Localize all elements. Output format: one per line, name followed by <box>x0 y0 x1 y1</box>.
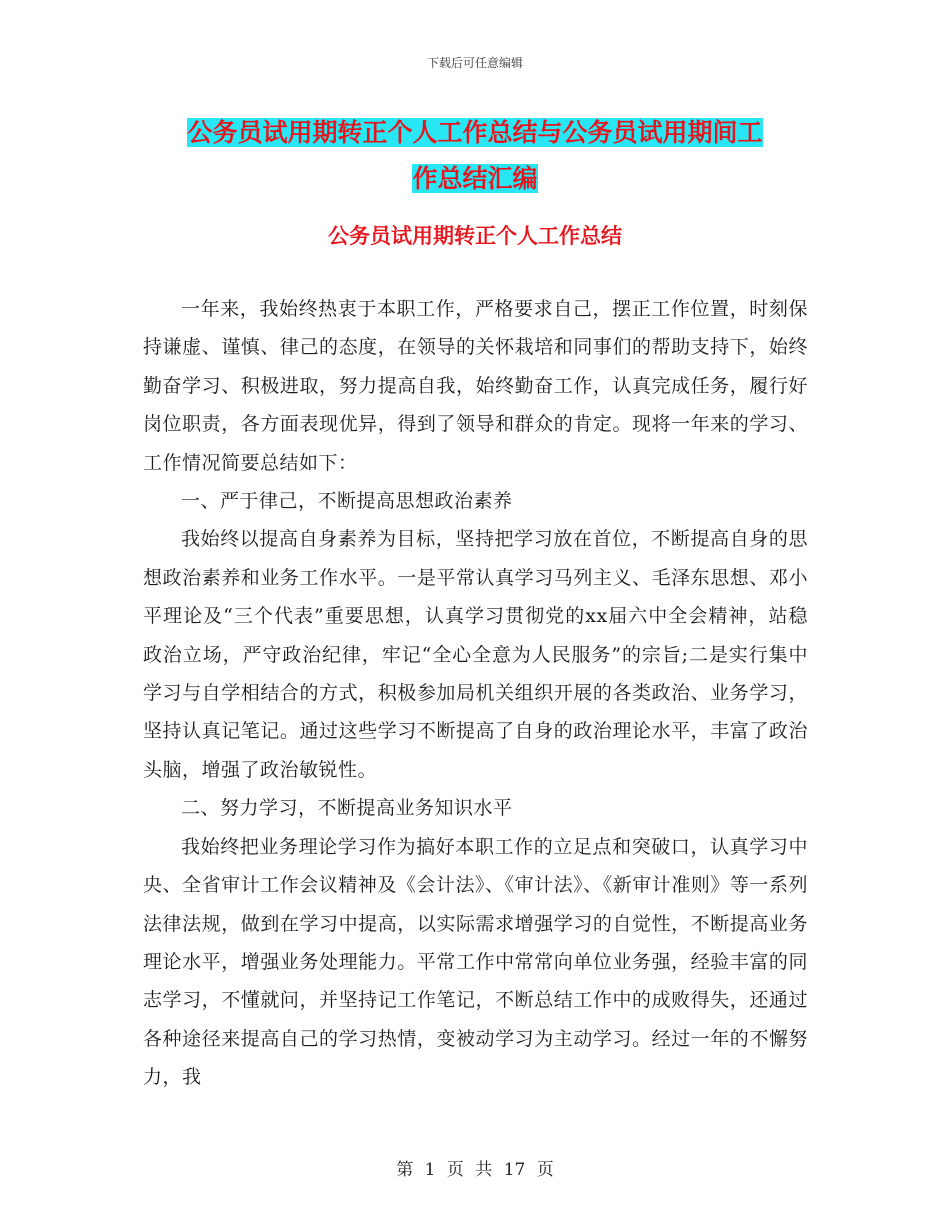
title-line-2: 作总结汇编 <box>412 164 538 193</box>
document-body <box>143 290 808 1097</box>
paragraph-section-2: 我始终把业务理论学习作为搞好本职工作的立足点和突破口，认真学习中央、全省审计工作会议精神及《会计法》、《审计法》、《新审计准则》等一系列法律法规，做到在学习中提高，以实际需求增强学习的自觉性，不断提高业务理论水平，增强业务处理能力。平常工作中常常向单位业务强，经验丰富的同志学习，不懂就问，并坚持记工作笔记，不断总结工作中的成败得失，还通过各种途径来提高自己的学习热情，变被动学习为主动学习。经过一年的不懈努力，我 <box>143 835 808 1089</box>
paragraph-section-1: 我始终以提高自身素养为目标，坚持把学习放在首位，不断提高自身的思想政治素养和业务工作水平。一是平常认真学习马列主义、毛泽东思想、邓小平理论及“三个代表”重要思想，认真学习贯彻党的xx届六中全会精神，站稳政治立场，严守政治纪律，牢记“全心全意为人民服务”的宗旨;二是实行集中学习与自学相结合的方式，积极参加局机关组织开展的各类政治、业务学习，坚持认真记笔记。通过这些学习不断提高了自身的政治理论水平，丰富了政治头脑，增强了政治敏锐性。 <box>143 528 808 781</box>
section-title: 公务员试用期转正个人工作总结 <box>328 224 622 248</box>
paragraph-intro: 一年来，我始终热衷于本职工作，严格要求自己，摆正工作位置，时刻保持谦虚、谨慎、律己的态度，在领导的关怀栽培和同事们的帮助支持下，始终勤奋学习、积极进取，努力提高自我，始终勤奋工作，认真完成任务，履行好岗位职责，各方面表现优异，得到了领导和群众的肯定。现将一年来的学习、工作情况简要总结如下： <box>143 298 808 474</box>
heading-section-1: 一、严于律己，不断提高思想政治素养 <box>181 490 513 513</box>
document-title <box>140 110 810 202</box>
header-note: 下载后可任意编辑 <box>426 56 523 70</box>
heading-section-2: 二、努力学习，不断提高业务知识水平 <box>181 797 513 820</box>
title-line-1: 公务员试用期转正个人工作总结与公务员试用期间工 <box>187 118 763 147</box>
page-footer: 第 1 页 共 17 页 <box>396 1160 554 1180</box>
